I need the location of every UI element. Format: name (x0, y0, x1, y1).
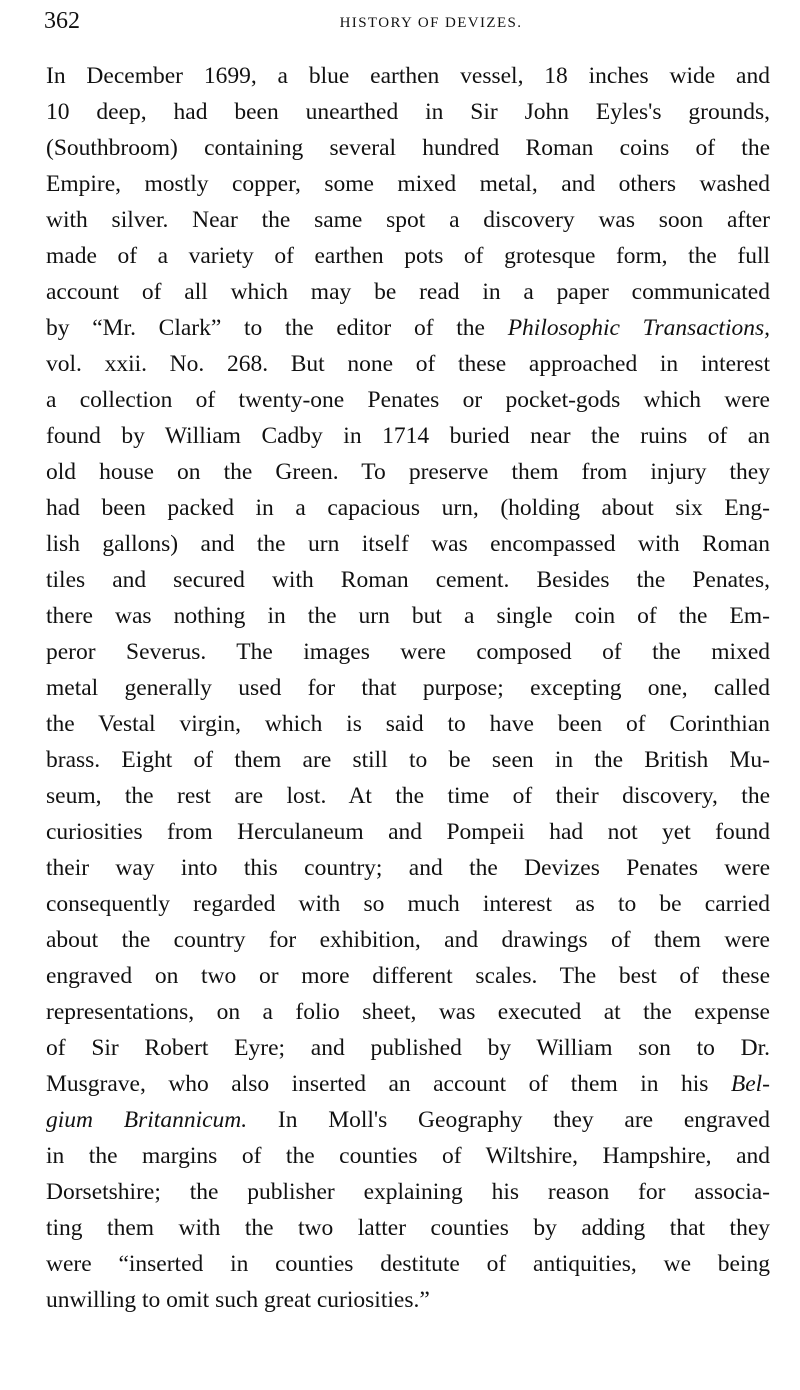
text-line: vol. xxii. No. 268. But none of these approached in interest (46, 351, 770, 377)
running-head: HISTORY OF DEVIZES. (339, 15, 523, 31)
text-line: had been packed in a capacious urn, (holding about six Eng- (46, 495, 770, 521)
text-line: by “Mr. Clark” to the editor of the Philosophic Transactions, (46, 315, 770, 341)
text-line: a collection of twenty-one Penates or pocket-gods which were (46, 387, 770, 413)
italic-title: Philosophic Transactions, (507, 315, 770, 341)
text-line: (Southbroom) containing several hundred Roman coins of the (46, 135, 770, 161)
page-header (44, 4, 768, 38)
text-line: Dorsetshire; the publisher explaining his reason for associa- (46, 1179, 770, 1205)
text-line: unwilling to omit such great curiosities.” (46, 1287, 430, 1313)
text-line: their way into this country; and the Devizes Penates were (46, 855, 770, 881)
text-line: made of a variety of earthen pots of grotesque form, the full (46, 243, 770, 269)
text-line: gium Britannicum. In Moll's Geography they are engraved (46, 1107, 770, 1133)
text-line: the Vestal virgin, which is said to have been of Corinthian (46, 711, 770, 737)
body-text (46, 58, 770, 1318)
text-line: Empire, mostly copper, some mixed metal, and others washed (46, 171, 770, 197)
text-line: were “inserted in counties destitute of antiquities, we being (46, 1251, 770, 1277)
italic-title: Bel- (730, 1071, 770, 1097)
text-line: in the margins of the counties of Wiltshire, Hampshire, and (46, 1143, 770, 1169)
text-line: brass. Eight of them are still to be seen in the British Mu- (46, 747, 770, 773)
text-line: Musgrave, who also inserted an account of them in his Bel- (46, 1071, 770, 1097)
text-line: 10 deep, had been unearthed in Sir John Eyles's grounds, (46, 99, 770, 125)
text-line: lish gallons) and the urn itself was encompassed with Roman (46, 531, 770, 557)
text-line: representations, on a folio sheet, was executed at the expense (46, 999, 770, 1025)
text-line: found by William Cadby in 1714 buried near the ruins of an (46, 423, 770, 449)
italic-title: gium Britannicum. (46, 1107, 248, 1133)
text-line: account of all which may be read in a paper communicated (46, 279, 770, 305)
text-line: with silver. Near the same spot a discovery was soon after (46, 207, 770, 233)
text-line: tiles and secured with Roman cement. Besides the Penates, (46, 567, 770, 593)
text-line: seum, the rest are lost. At the time of their discovery, the (46, 783, 770, 809)
text-line: engraved on two or more different scales. The best of these (46, 963, 770, 989)
page-number: 362 (44, 8, 80, 34)
text-line: about the country for exhibition, and drawings of them were (46, 927, 770, 953)
text-line: old house on the Green. To preserve them from injury they (46, 459, 770, 485)
text-line: peror Severus. The images were composed of the mixed (46, 639, 770, 665)
text-line: ting them with the two latter counties by adding that they (46, 1215, 770, 1241)
text-line: metal generally used for that purpose; excepting one, called (46, 675, 770, 701)
text-line: curiosities from Herculaneum and Pompeii had not yet found (46, 819, 770, 845)
text-line: of Sir Robert Eyre; and published by William son to Dr. (46, 1035, 770, 1061)
text-line: consequently regarded with so much interest as to be carried (46, 891, 770, 917)
text-line: there was nothing in the urn but a single coin of the Em- (46, 603, 770, 629)
text-line: In December 1699, a blue earthen vessel, 18 inches wide and (46, 63, 770, 89)
